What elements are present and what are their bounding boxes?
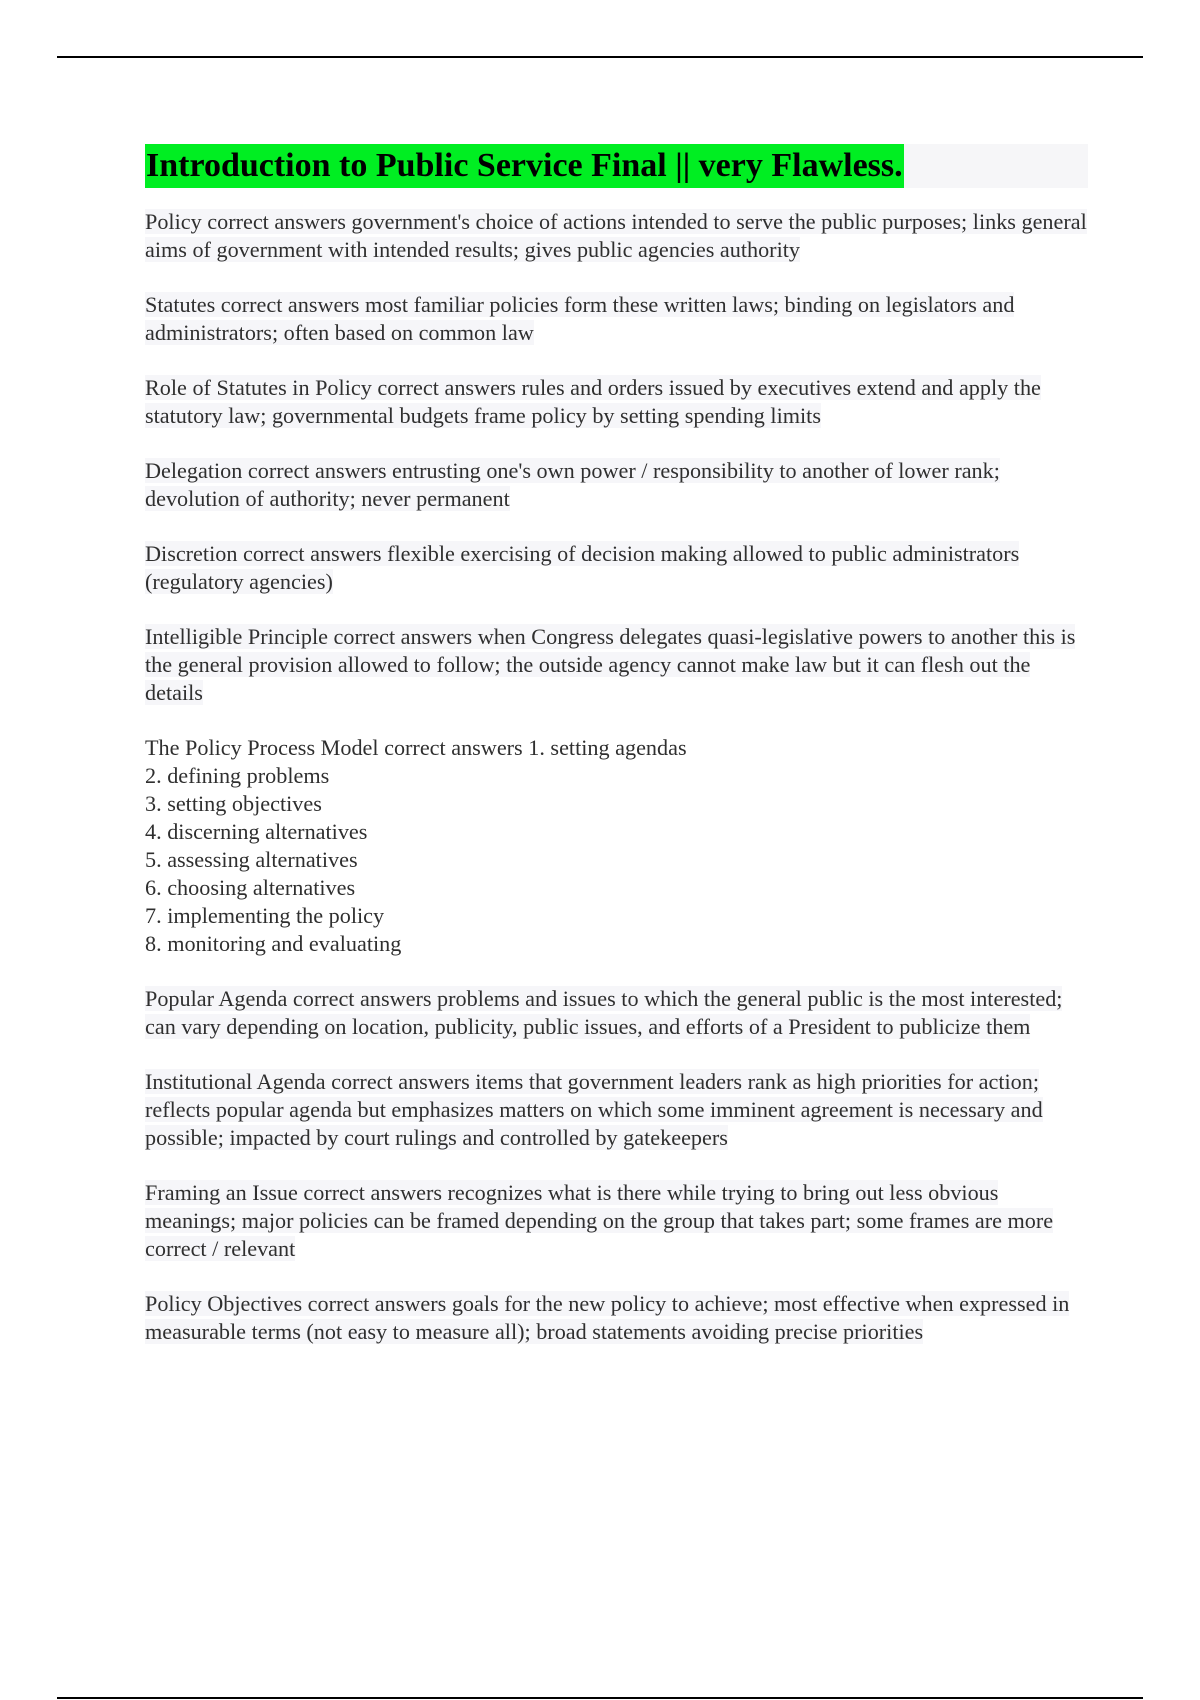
entry-text: Framing an Issue correct answers recognizes what is there while trying to bring out less obvious meanings; major policies can be framed depending on the group that takes part; some frames are more correct / relevant [145,1180,1054,1261]
policy-process-step: 2. defining problems [145,763,330,788]
policy-process-step: 8. monitoring and evaluating [145,931,402,956]
document-body [145,144,1088,1373]
entry-intelligible-principle [145,623,1088,707]
document-title: Introduction to Public Service Final || very Flawless. [145,144,904,188]
policy-process-step: 4. discerning alternatives [145,819,368,844]
entry-policy-objectives [145,1290,1088,1346]
policy-process-step: 3. setting objectives [145,791,322,816]
policy-process-intro: The Policy Process Model correct answers 1. setting agendas [145,735,687,760]
entry-text: Policy correct answers government's choice of actions intended to serve the public purposes; links general aims of government with intended results; gives public agencies authority [145,209,1087,262]
entry-text: Popular Agenda correct answers problems and issues to which the general public is the most interested; can vary depending on location, publicity, public issues, and efforts of a President to publicize them [145,986,1063,1039]
entry-text: Statutes correct answers most familiar policies form these written laws; binding on legislators and administrators; often based on common law [145,292,1015,345]
bottom-rule [57,1697,1143,1699]
policy-process-step: 7. implementing the policy [145,903,385,928]
entry-framing-an-issue [145,1179,1088,1263]
entry-text: Policy Objectives correct answers goals for the new policy to achieve; most effective when expressed in measurable terms (not easy to measure all); broad statements avoiding precise priorities [145,1291,1070,1344]
entry-institutional-agenda [145,1068,1088,1152]
policy-process-model [145,734,1088,958]
top-rule [57,56,1143,58]
title-bar [145,144,1088,188]
entry-policy [145,208,1088,264]
policy-process-step: 6. choosing alternatives [145,875,356,900]
entry-statutes [145,291,1088,347]
entry-text: Delegation correct answers entrusting one's own power / responsibility to another of lower rank; devolution of authority; never permanent [145,458,1000,511]
entry-popular-agenda [145,985,1088,1041]
policy-process-step: 5. assessing alternatives [145,847,358,872]
entry-text: Intelligible Principle correct answers when Congress delegates quasi-legislative powers to another this is the general provision allowed to follow; the outside agency cannot make law but it can flesh out the details [145,624,1076,705]
entry-discretion [145,540,1088,596]
entry-role-of-statutes [145,374,1088,430]
entry-text: Discretion correct answers flexible exercising of decision making allowed to public administrators (regulatory agencies) [145,541,1020,594]
entry-text: Institutional Agenda correct answers items that government leaders rank as high priorities for action; reflects popular agenda but emphasizes matters on which some imminent agreement is necessary and possible; impacted by court rulings and controlled by gatekeepers [145,1069,1043,1150]
entry-delegation [145,457,1088,513]
entry-text: Role of Statutes in Policy correct answers rules and orders issued by executives extend and apply the statutory law; governmental budgets frame policy by setting spending limits [145,375,1041,428]
